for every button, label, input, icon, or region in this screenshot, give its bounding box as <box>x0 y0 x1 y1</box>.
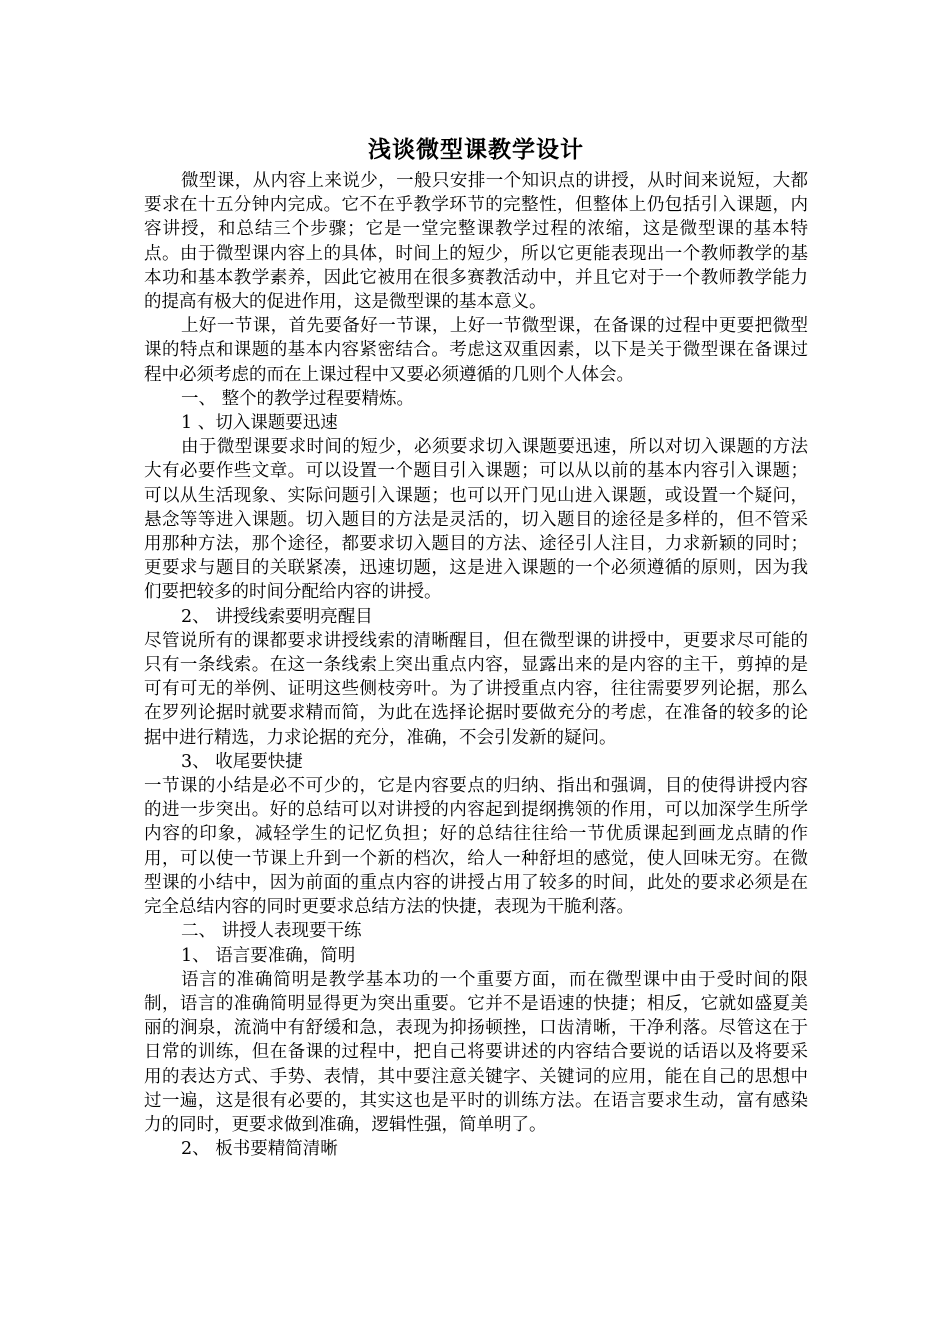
paragraph: 上好一节课，首先要备好一节课，上好一节微型课，在备课的过程中更要把微型课的特点和课题的基本内容紧密结合。考虑这双重因素，以下是关于微型课在备课过程中必须考虑的而在上课过程中又要必须遵循的几则个人体会。 <box>144 316 808 385</box>
paragraph: 尽管说所有的课都要求讲授线索的清晰醒目，但在微型课的讲授中，更要求尽可能的只有一条线索。在这一条线索上突出重点内容，显露出来的是内容的主干，剪掉的是可有可无的举例、证明这些侧枝旁叶。为了讲授重点内容，往往需要罗列论据，那么在罗列论据时就要求精而简，为此在选择论据时要做充分的考虑，在准备的较多的论据中进行精选，力求论据的充分，准确，不会引发新的疑问。 <box>144 630 808 748</box>
document-title: 浅谈微型课教学设计 <box>368 136 584 163</box>
paragraph: 一节课的小结是必不可少的，它是内容要点的归纳、指出和强调，目的使得讲授内容的进一步突出。好的总结可以对讲授的内容起到提纲携领的作用，可以加深学生所学内容的印象，减轻学生的记忆负担；好的总结往往给一节优质课起到画龙点睛的作用，可以使一节课上升到一个新的档次，给人一种舒坦的感觉，使人回味无穷。在微型课的小结中，因为前面的重点内容的讲授占用了较多的时间，此处的要求必须是在完全总结内容的同时更要求总结方法的快捷，表现为干脆利落。 <box>144 776 808 918</box>
document-page <box>144 133 808 1161</box>
paragraph: 由于微型课要求时间的短少，必须要求切入课题要迅速，所以对切入课题的方法大有必要作些文章。可以设置一个题目引入课题；可以从以前的基本内容引入课题；可以从生活现象、实际问题引入课题；也可以开门见山进入课题，或设置一个疑问，悬念等等进入课题。切入题目的方法是灵活的，切入题目的途径是多样的，但不管采用那种方法，那个途径，都要求切入题目的方法、途径引人注目，力求新颖的同时；更要求与题目的关联紧凑，迅速切题，这是进入课题的一个必须遵循的原则，因为我们要把较多的时间分配给内容的讲授。 <box>144 437 808 603</box>
document-body <box>144 169 808 1161</box>
paragraph: 语言的准确简明是教学基本功的一个重要方面，而在微型课中由于受时间的限制，语言的准确简明显得更为突出重要。它并不是语速的快捷；相反，它就如盛夏美丽的涧泉，流淌中有舒缓和急，表现为抑扬顿挫，口齿清晰，干净利落。尽管这在于日常的训练，但在备课的过程中，把自己将要讲述的内容结合要说的话语以及将要采用的表达方式、手势、表情，其中要注意关键字、关键词的应用，能在自己的思想中过一遍，这是很有必要的，其实这也是平时的训练方法。在语言要求生动，富有感染力的同时，更要求做到准确，逻辑性强，简单明了。 <box>144 969 808 1135</box>
paragraph: 二、 讲授人表现要干练 <box>181 921 362 942</box>
paragraph: 微型课，从内容上来说少，一般只安排一个知识点的讲授，从时间来说短，大都要求在十五分钟内完成。它不在乎教学环节的完整性，但整体上仍包括引入课题，内容讲授，和总结三个步骤；它是一堂完整课教学过程的浓缩，这是微型课的基本特点。由于微型课内容上的具体，时间上的短少，所以它更能表现出一个教师教学的基本功和基本教学素养，因此它被用在很多赛教活动中，并且它对于一个教师教学能力的提高有极大的促进作用，这是微型课的基本意义。 <box>144 171 808 313</box>
paragraph: 1、 语言要准确，简明 <box>181 945 356 966</box>
paragraph: 3、 收尾要快捷 <box>181 751 303 772</box>
paragraph: 2、 板书要精简清晰 <box>181 1139 338 1160</box>
paragraph: 一、 整个的教学过程要精炼。 <box>181 388 415 409</box>
paragraph: 2、 讲授线索要明亮醒目 <box>181 606 373 627</box>
paragraph: 1 、切入课题要迅速 <box>181 413 338 434</box>
